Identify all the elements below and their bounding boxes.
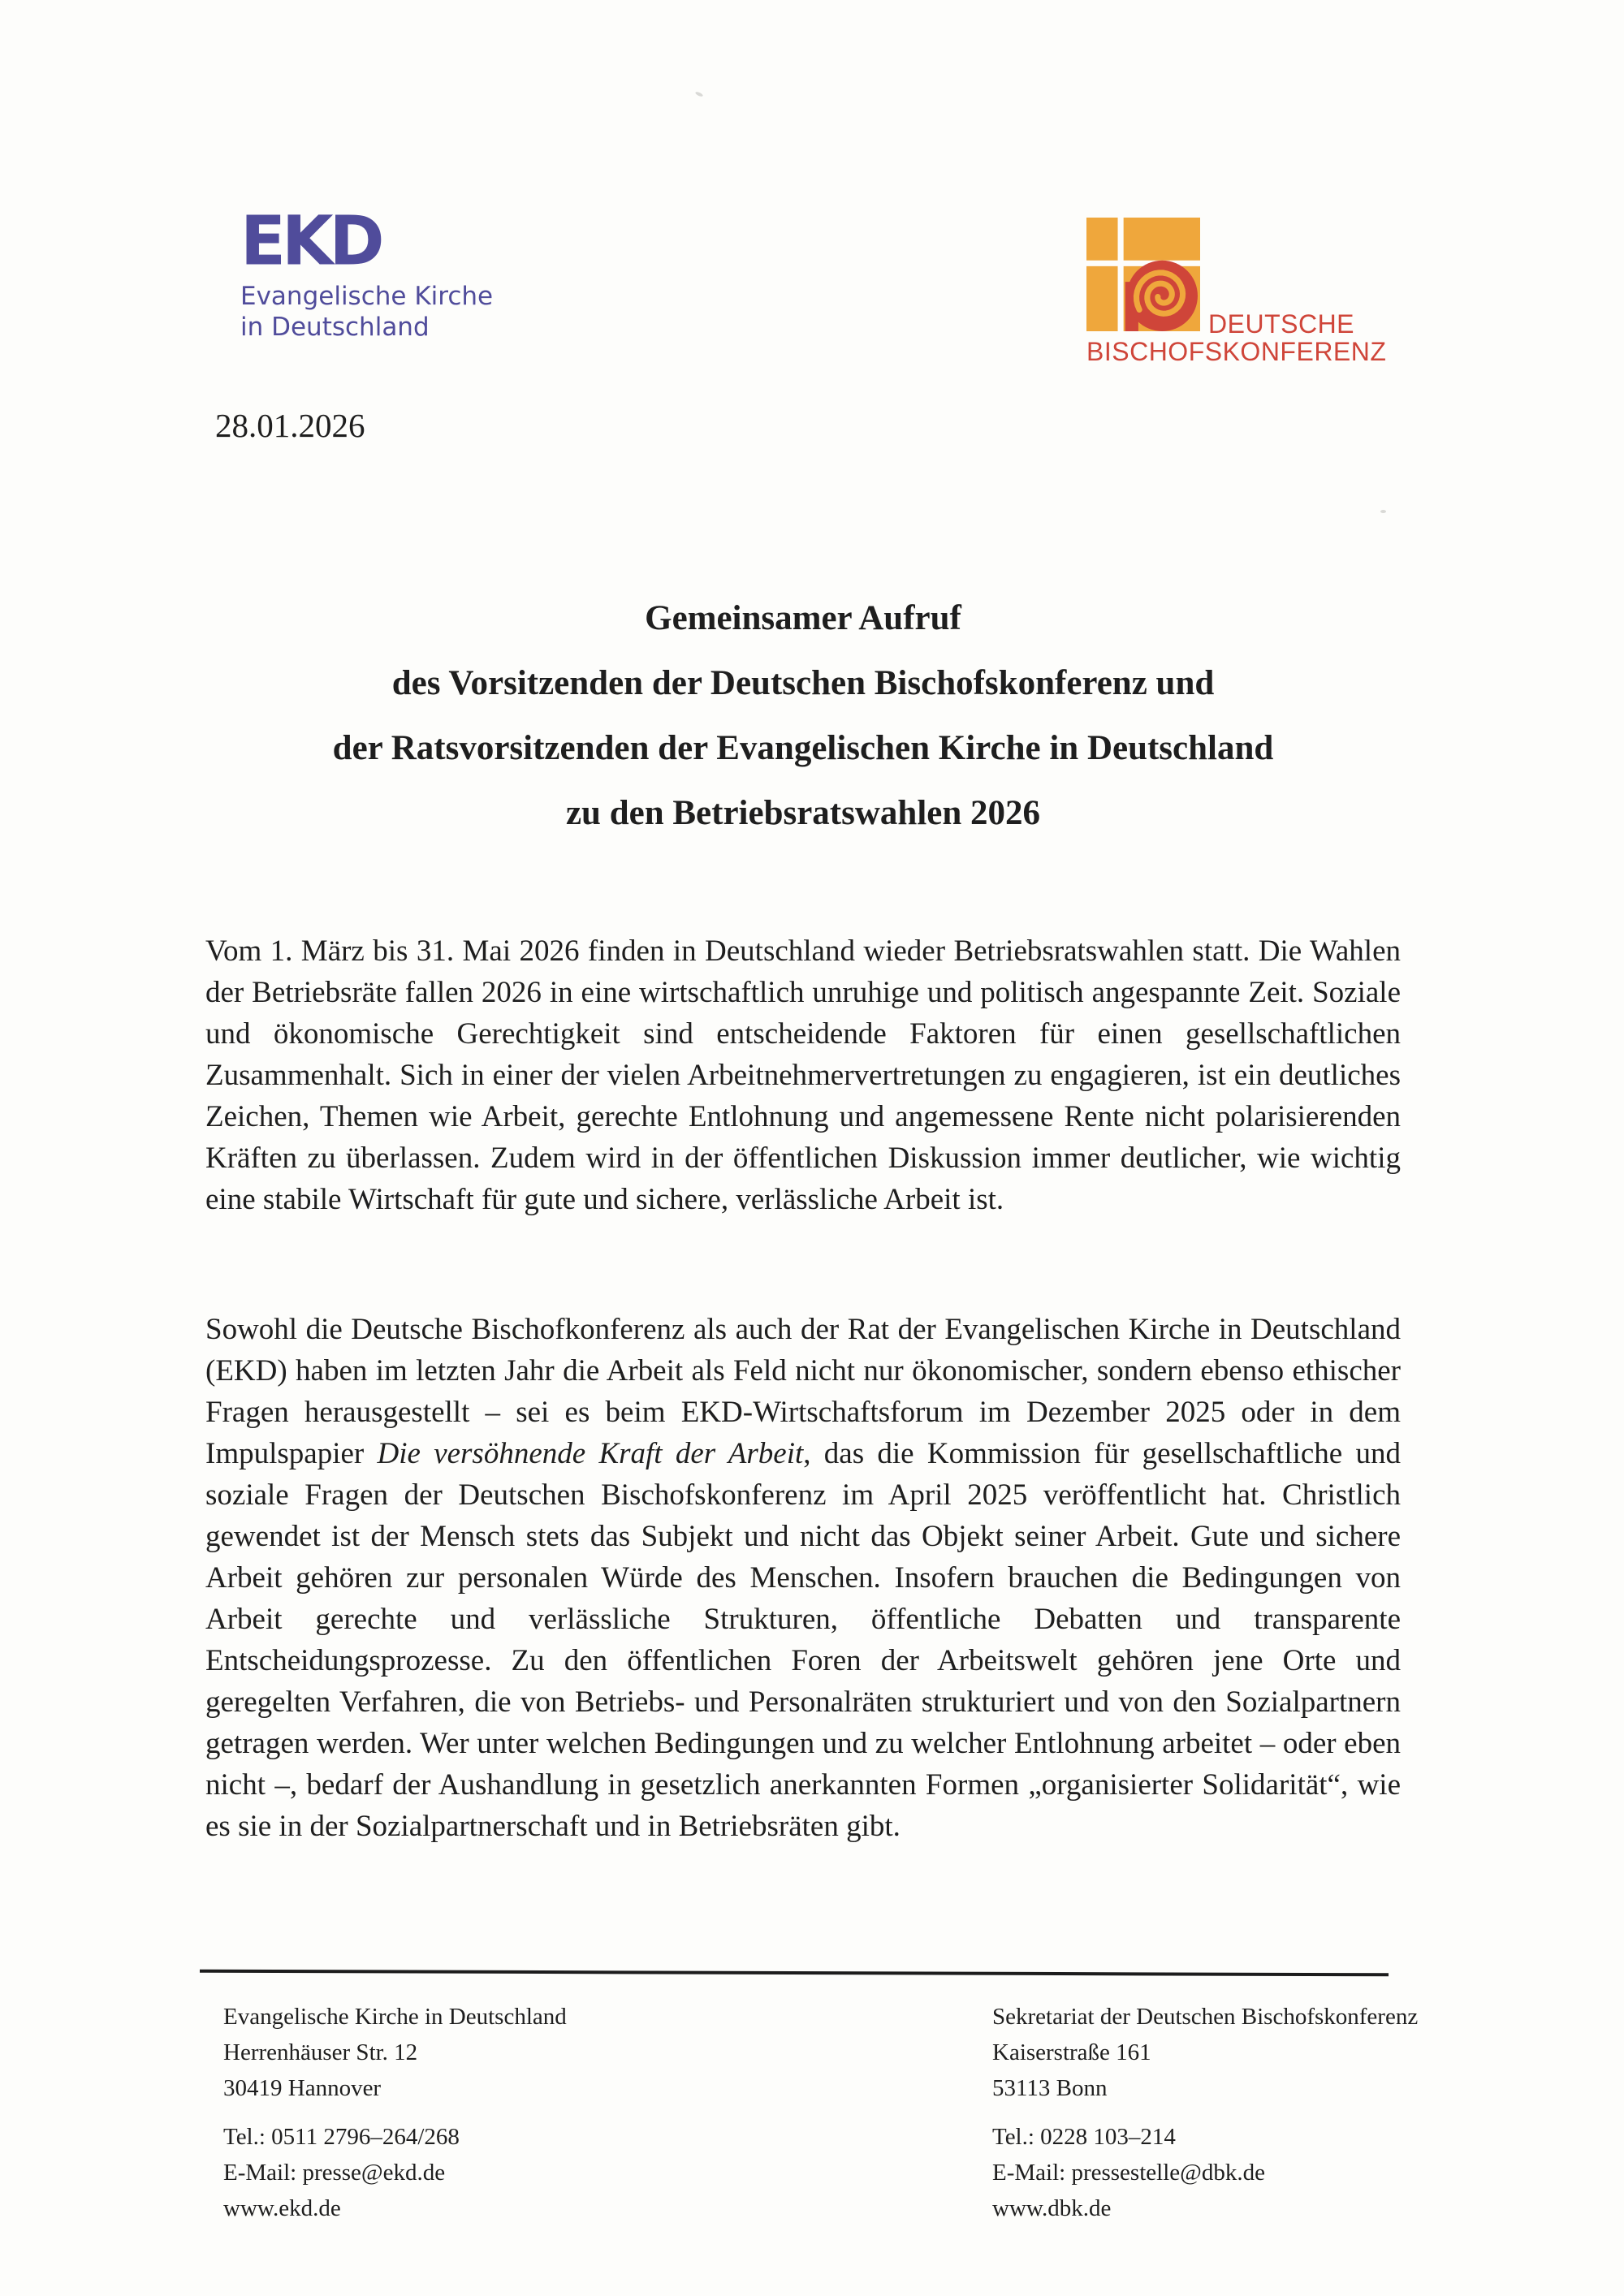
dbk-name-line2: BISCHOFSKONFERENZ xyxy=(1086,337,1387,366)
footer-ekd-email: E-Mail: presse@ekd.de xyxy=(223,2160,446,2186)
footer-ekd-org: Evangelische Kirche in Deutschland xyxy=(223,2004,567,2030)
footer-ekd-contact xyxy=(223,1999,567,2226)
ekd-caption-line2: in Deutschland xyxy=(240,313,430,342)
dbk-logo xyxy=(1086,218,1403,364)
title-line4: zu den Betriebsratswahlen 2026 xyxy=(565,794,1041,832)
paragraph-2-italic-title: Die versöhnende Kraft der Arbeit xyxy=(377,1437,804,1470)
footer-dbk-street: Kaiserstraße 161 xyxy=(992,2039,1151,2065)
ekd-logo-caption xyxy=(240,281,493,343)
dbk-name-line1: DEUTSCHE xyxy=(1208,309,1355,339)
paragraph-1: Vom 1. März bis 31. Mai 2026 finden in Deutschland wieder Betriebsratswahlen statt. Die Wahlen der Betriebsräte fallen 2026 in eine wirtschaftlich unruhige und politisch angespannte Zeit. Soziale und ökonomische Gerechtigkeit sind entscheidende Faktoren für einen gesellschaftlichen Zusammenhalt. Sich in einer der vielen Arbeitnehmervertretungen zu engagieren, ist ein deutliches Zeichen, Themen wie Arbeit, gerechte Entlohnung und angemessene Rente nicht polarisierenden Kräften zu überlassen. Zudem wird in der öffentlichen Diskussion immer deutlicher, wie wichtig eine stabile Wirtschaft für gute und sichere, verlässliche Arbeit ist. xyxy=(205,934,1401,1216)
footer-ekd-phone: Tel.: 0511 2796–264/268 xyxy=(223,2124,460,2150)
footer-dbk-website: www.dbk.de xyxy=(992,2195,1112,2221)
scan-artifact xyxy=(695,91,704,97)
paragraph-2 xyxy=(205,1309,1401,1847)
document-date: 28.01.2026 xyxy=(215,407,365,444)
footer-dbk-city: 53113 Bonn xyxy=(992,2075,1108,2101)
footer-dbk-phone: Tel.: 0228 103–214 xyxy=(992,2124,1176,2150)
footer-divider xyxy=(200,1970,1389,1977)
footer-ekd-website: www.ekd.de xyxy=(223,2195,341,2221)
ekd-wordmark: EKD xyxy=(240,201,381,281)
scan-artifact xyxy=(1380,510,1386,513)
footer-spacer xyxy=(992,2106,1418,2119)
footer-dbk-email: E-Mail: pressestelle@dbk.de xyxy=(992,2160,1265,2186)
footer-dbk-org: Sekretariat der Deutschen Bischofskonferenz xyxy=(992,2004,1419,2030)
ekd-caption-line1: Evangelische Kirche xyxy=(240,282,494,311)
title-line2: des Vorsitzenden der Deutschen Bischofskonferenz und xyxy=(391,664,1215,702)
title-line3: der Ratsvorsitzenden der Evangelischen Kirche in Deutschland xyxy=(332,729,1274,767)
document-title xyxy=(205,586,1401,846)
footer-spacer xyxy=(223,2106,567,2119)
footer-ekd-street: Herrenhäuser Str. 12 xyxy=(223,2039,418,2065)
paragraph-2-text: Sowohl die Deutsche Bischofkonferenz als auch der Rat der Evangelischen Kirche in Deutschland (EKD) haben im letzten Jahr die Arbeit als Feld nicht nur ökonomischer, sondern ebenso ethischer Fragen herausgestellt – sei es beim EKD-Wirtschaftsforum im Dezember 2025 oder in dem Impulspapier xyxy=(205,1313,1401,1470)
dbk-crozier-icon xyxy=(1086,218,1200,331)
ekd-logo xyxy=(240,201,494,343)
title-line1: Gemeinsamer Aufruf xyxy=(645,599,961,637)
footer-dbk-contact xyxy=(992,1999,1418,2226)
paragraph-2-text-cont: , das die Kommission für gesellschaftliche und soziale Fragen der Deutschen Bischofskonferenz im April 2025 veröffentlicht hat. Christlich gewendet ist der Mensch stets das Subjekt und nicht das Objekt seiner Arbeit. Gute und sichere Arbeit gehören zur personalen Würde des Menschen. Insofern brauchen die Bedingungen von Arbeit gerechte und verlässliche Strukturen, öffentliche Debatten und transparente Entscheidungsprozesse. Zu den öffentlichen Foren der Arbeitswelt gehören jene Orte und geregelten Verfahren, die von Betriebs- und Personalräten strukturiert und von den Sozialpartnern getragen werden. Wer unter welchen Bedingungen und zu welcher Entlohnung arbeitet – oder eben nicht –, bedarf der Aushandlung in gesetzlich anerkannten Formen „organisierter Solidarität“, wie es sie in der Sozialpartnerschaft und in Betriebsräten gibt. xyxy=(205,1437,1401,1843)
footer-ekd-city: 30419 Hannover xyxy=(223,2075,382,2101)
